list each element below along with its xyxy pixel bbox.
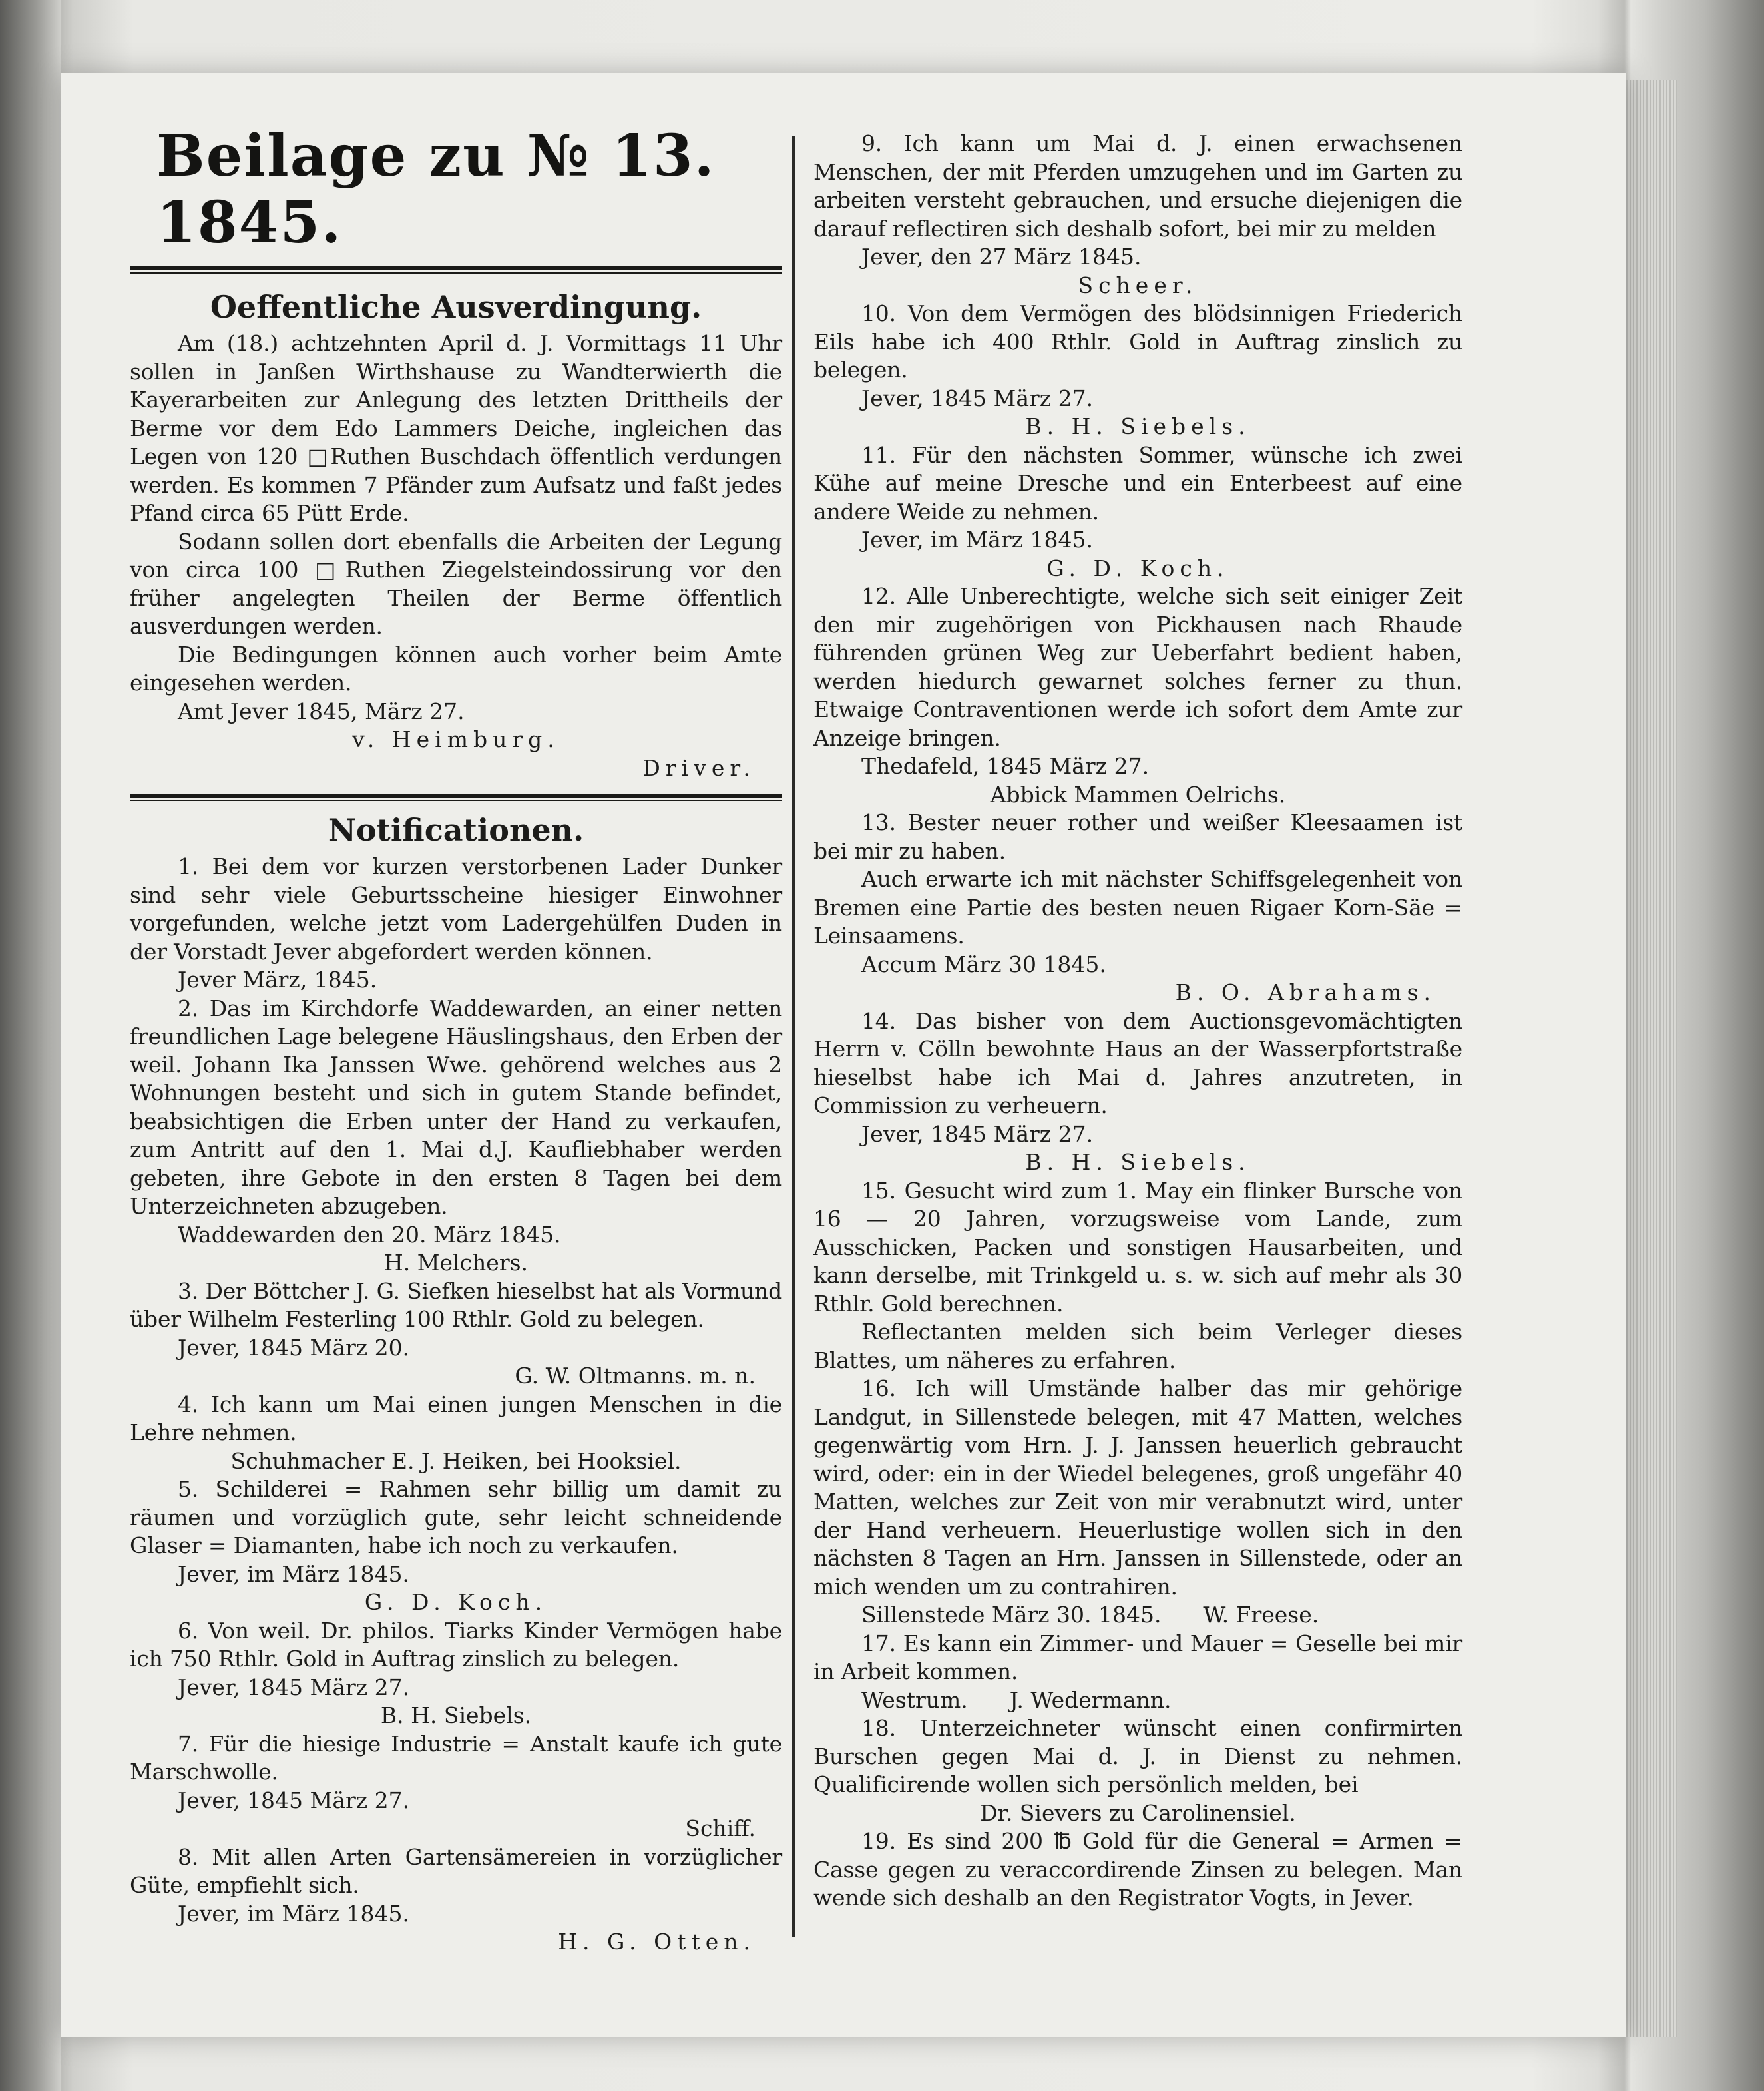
notice-date: Jever, 1845 März 27.	[178, 1674, 410, 1700]
notice-date: Accum März 30 1845.	[861, 951, 1106, 977]
left-column	[130, 123, 782, 1957]
notice-signature: G. D. Koch.	[1046, 555, 1229, 581]
notice-paragraph: 1. Bei dem vor kurzen verstorbenen Lader Dunker sind sehr viele Geburtsscheine hiesiger Einwohner vorgefunden, welche jetzt vom Ladergehülfen Duden in der Vorstadt Jever abgefordert werden können.	[130, 853, 782, 965]
section-heading-notificationen: Notificationen.	[328, 812, 584, 848]
notice-paragraph: 5. Schilderei = Rahmen sehr billig um damit zu räumen und vorzüglich gute, sehr leicht schneidende Glaser = Diamanten, habe ich noch zu verkaufen.	[130, 1476, 782, 1558]
notice-paragraph: 16. Ich will Umstände halber das mir gehörige Landgut, in Sillenstede belegen, mit 47 Matten, welches gegenwärtig vom Hrn. J. J. Janssen heuerlich gebraucht wird, oder: ein in der Wiedel belegenes, groß ungefähr 40 Matten, welches zur Zeit von mir verabnutzt wird, unter der Hand verheuern. Heuerlustige wollen sich in den nächsten 8 Tagen an Hrn. Janssen in Sillenstede, oder an mich wenden um zu contrahiren.	[813, 1375, 1462, 1600]
notice-signature: B. H. Siebels.	[380, 1702, 532, 1728]
notice-paragraph: 15. Gesucht wird zum 1. May ein flinker Bursche von 16 — 20 Jahren, vorzugsweise vom Lande, zum Ausschicken, Packen und sonstigen Hausarbeiten, und kann derselbe, mit Trinkgeld u. s. w. sich auf mehr als 30 Rthlr. Gold berechnen.	[813, 1177, 1462, 1317]
notice-date: Jever, 1845 März 20.	[178, 1334, 410, 1361]
notice-date-signature: Sillenstede März 30. 1845. W. Freese.	[861, 1602, 1319, 1628]
book-binding-left	[0, 0, 61, 2091]
notice-signature: Abbick Mammen Oelrichs.	[990, 781, 1286, 808]
notice-paragraph: 4. Ich kann um Mai einen jungen Menschen in die Lehre nehmen.	[130, 1391, 782, 1445]
notice-date: Jever, im März 1845.	[178, 1560, 409, 1587]
notice-paragraph: 7. Für die hiesige Industrie = Anstalt kaufe ich gute Marschwolle.	[130, 1730, 782, 1785]
notice-date: Amt Jever 1845, März 27.	[178, 698, 465, 724]
notice-signature: G. D. Koch.	[364, 1589, 548, 1615]
notice-signature: Scheer.	[1078, 272, 1198, 298]
notice-paragraph: 2. Das im Kirchdorfe Waddewarden, an einer netten freundlichen Lage belegene Häuslingshaus, den Erben der weil. Johann Ika Janssen Wwe. gehörend welches aus 2 Wohnungen besteht und sich in gutem Stande befindet, beabsichtigen die Erben unter der Hand zu verkaufen, zum Antritt auf den 1. Mai d.J. Kaufliebhaber werden gebeten, ihre Gebote in den ersten 8 Tagen bei dem Unterzeichneten abzugeben.	[130, 995, 782, 1219]
notice-signature: B. H. Siebels.	[1025, 413, 1251, 439]
notice-paragraph: 12. Alle Unberechtigte, welche sich seit einiger Zeit den mir zugehörigen von Pickhausen nach Rhaude führenden grünen Weg zur Ueberfahrt bedient haben, werden hiedurch gewarnet solches ferner zu thun. Etwaige Contraventionen werde ich sofort dem Amte zur Anzeige bringen.	[813, 583, 1462, 751]
section-heading-ausverdingung: Oeffentliche Ausverdingung.	[210, 289, 702, 325]
column-divider	[792, 136, 795, 1937]
notice-paragraph: 18. Unterzeichneter wünscht einen confirmirten Burschen gegen Mai d. J. in Dienst zu nehmen. Qualificirende wollen sich persönlich melden, bei	[813, 1715, 1462, 1797]
notice-signature: Dr. Sievers zu Carolinensiel.	[980, 1799, 1296, 1826]
notice-paragraph: Reflectanten melden sich beim Verleger dieses Blattes, um näheres zu erfahren.	[813, 1319, 1462, 1373]
notice-date: Jever, 1845 März 27.	[861, 385, 1094, 411]
notice-paragraph: Die Bedingungen können auch vorher beim Amte eingesehen werden.	[130, 641, 782, 696]
notice-date: Jever März, 1845.	[178, 967, 377, 993]
notice-paragraph: 17. Es kann ein Zimmer- und Mauer = Geselle bei mir in Arbeit kommen.	[813, 1630, 1462, 1684]
right-column	[813, 130, 1462, 1913]
notice-paragraph: 19. Es sind 200 ℔ Gold für die General = Armen = Casse gegen zu veraccordirende Zinsen zu belegen. Man wende sich deshalb an den Registrator Vogts, in Jever.	[813, 1828, 1462, 1911]
notice-paragraph: Sodann sollen dort ebenfalls die Arbeiten der Legung von circa 100 □Ruthen Ziegelsteindossirung vor den früher angelegten Theilen der Berme öffentlich ausverdungen werden.	[130, 528, 782, 639]
notice-date: Jever, im März 1845.	[178, 1900, 409, 1927]
notice-date: Jever, im März 1845.	[861, 527, 1093, 553]
notice-signature: Schuhmacher E. J. Heiken, bei Hooksiel.	[230, 1447, 682, 1474]
notice-paragraph: 13. Bester neuer rother und weißer Kleesaamen ist bei mir zu haben.	[813, 810, 1462, 864]
notice-signature: Schiff.	[685, 1815, 756, 1841]
notice-paragraph: 3. Der Böttcher J. G. Siefken hieselbst hat als Vormund über Wilhelm Festerling 100 Rthlr. Gold zu belegen.	[130, 1278, 782, 1332]
notice-signature: v. Heimburg.	[352, 726, 560, 752]
notice-signature: Driver.	[642, 754, 756, 781]
notice-date-signature: Westrum. J. Wedermann.	[861, 1686, 1172, 1713]
notice-signature: H. Melchers.	[383, 1250, 529, 1276]
notice-date: Waddewarden den 20. März 1845.	[178, 1221, 561, 1248]
notice-signature: H. G. Otten.	[558, 1929, 756, 1955]
masthead-rule	[130, 266, 782, 274]
notice-signature: B. H. Siebels.	[1025, 1149, 1251, 1175]
notice-date: Jever, 1845 März 27.	[861, 1120, 1094, 1147]
notice-paragraph: Am (18.) achtzehnten April d. J. Vormittags 11 Uhr sollen in Janßen Wirthshause zu Wandterwierth die Kayerarbeiten zur Anlegung des letzten Drittheils der Berme vor dem Edo Lammers Deiche, ingleichen das Legen von 120 □Ruthen Buschdach öffentlich verdungen werden. Es kommen 7 Pfänder zum Aufsatz und faßt jedes Pfand circa 65 Pütt Erde.	[130, 330, 782, 526]
notice-paragraph: Auch erwarte ich mit nächster Schiffsgelegenheit von Bremen eine Partie des besten neuen Rigaer Korn-Säe = Leinsaamens.	[813, 866, 1462, 949]
masthead-title: Beilage zu № 13. 1845.	[156, 122, 716, 256]
notice-date: Jever, 1845 März 27.	[178, 1787, 410, 1813]
notice-paragraph: 8. Mit allen Arten Gartensämereien in vorzüglicher Güte, empfiehlt sich.	[130, 1843, 782, 1898]
notice-date: Jever, den 27 März 1845.	[861, 244, 1142, 270]
notice-paragraph: 14. Das bisher von dem Auctionsgevomächtigten Herrn v. Cölln bewohnte Haus an der Wasserpfortstraße hieselbst habe ich Mai d. Jahres anzutreten, in Commission zu verheuern.	[813, 1007, 1462, 1118]
notice-paragraph: 9. Ich kann um Mai d. J. einen erwachsenen Menschen, der mit Pferden umzugehen und im Garten zu arbeiten versteht gebrauchen, und ersuche diejenigen die darauf reflectiren sich deshalb sofort, bei mir zu melden	[813, 130, 1462, 242]
notice-signature: G. W. Oltmanns. m. n.	[515, 1363, 756, 1389]
notice-paragraph: 10. Von dem Vermögen des blödsinnigen Friederich Eils habe ich 400 Rthlr. Gold in Auftrag zinslich zu belegen.	[813, 300, 1462, 383]
notice-signature: B. O. Abrahams.	[1175, 979, 1436, 1005]
notice-paragraph: 11. Für den nächsten Sommer, wünsche ich zwei Kühe auf meine Dresche und ein Enterbeest auf eine andere Weide zu nehmen.	[813, 441, 1462, 525]
notice-date: Thedafeld, 1845 März 27.	[861, 753, 1150, 779]
section-rule	[130, 794, 782, 801]
notice-paragraph: 6. Von weil. Dr. philos. Tiarks Kinder Vermögen habe ich 750 Rthlr. Gold in Auftrag zinslich zu belegen.	[130, 1617, 782, 1672]
